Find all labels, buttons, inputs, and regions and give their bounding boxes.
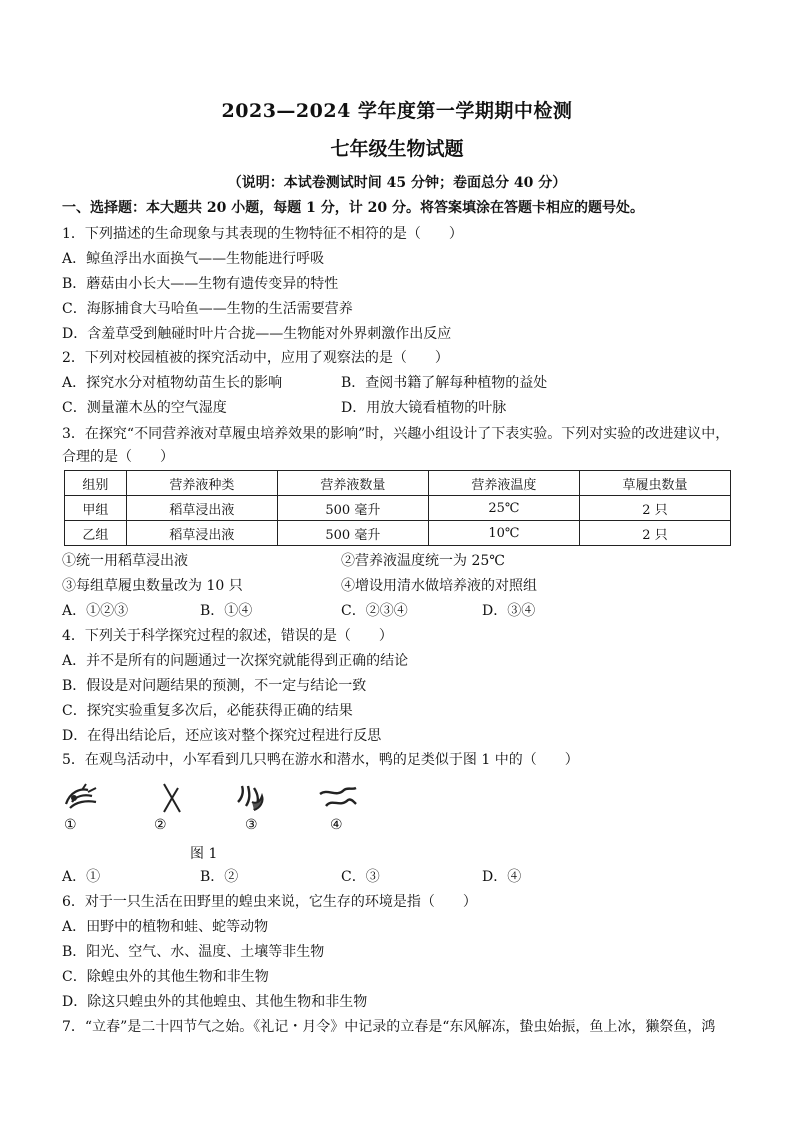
q2-option-d: D．用放大镜看植物的叶脉	[341, 400, 507, 416]
exam-title: 2023—2024 学年度第一学期期中检测	[221, 100, 573, 122]
bird-foot-3-icon	[232, 782, 272, 814]
q7-stem: 7．“立春”是二十四节气之始。《礼记・月令》中记录的立春是“东风解冻，蛰虫始振，鱼上冰，獭祭鱼，鸿	[62, 1019, 716, 1035]
q2-option-a: A．探究水分对植物幼苗生长的影响	[62, 375, 283, 391]
fig-label-2: ②	[154, 817, 167, 833]
q1-stem: 1．下列描述的生命现象与其表现的生物特征不相符的是（ ）	[62, 226, 463, 242]
fig-label-4: ④	[330, 817, 343, 833]
q3-suggestion-3: ③每组草履虫数量改为 10 只	[62, 578, 243, 594]
q3-option-b: B．①④	[200, 603, 253, 619]
exam-note: （说明：本试卷测试时间 45 分钟；卷面总分 40 分）	[227, 175, 567, 191]
q5-option-b: B．②	[200, 869, 239, 885]
table-cell: 乙组	[65, 521, 127, 546]
table-cell: 稻草浸出液	[126, 521, 277, 546]
q3-stem-line2: 合理的是（ ）	[62, 449, 174, 465]
q6-option-b: B．阳光、空气、水、温度、土壤等非生物	[62, 944, 325, 960]
q5-option-d: D．④	[482, 869, 522, 885]
q1-option-b: B．蘑菇由小长大——生物有遗传变异的特性	[62, 276, 339, 292]
table-header-row	[65, 471, 731, 496]
table-row	[65, 521, 731, 546]
q3-suggestion-4: ④增设用清水做培养液的对照组	[341, 578, 537, 594]
bird-foot-2-icon	[150, 782, 190, 814]
q2-option-c: C．测量灌木丛的空气湿度	[62, 400, 227, 416]
q3-option-a: A．①②③	[62, 603, 129, 619]
section-heading: 一、选择题：本大题共 20 小题，每题 1 分，计 20 分。将答案填涂在答题卡相应的题号处。	[62, 200, 644, 216]
exam-subtitle: 七年级生物试题	[330, 138, 464, 160]
table-header-cell: 组别	[65, 471, 127, 496]
q6-stem: 6．对于一只生活在田野里的蝗虫来说，它生存的环境是指（ ）	[62, 894, 477, 910]
table-row	[65, 496, 731, 521]
table-cell: 2 只	[579, 496, 730, 521]
table-cell: 25℃	[428, 496, 579, 521]
q5-option-a: A．①	[62, 869, 101, 885]
q5-stem: 5．在观鸟活动中，小军看到几只鸭在游水和潜水，鸭的足类似于图 1 中的（ ）	[62, 752, 579, 768]
q3-option-c: C．②③④	[341, 603, 408, 619]
q3-suggestion-1: ①统一用稻草浸出液	[62, 553, 188, 569]
q5-option-c: C．③	[341, 869, 380, 885]
bird-foot-1-icon	[62, 782, 102, 814]
q2-option-b: B．查阅书籍了解每种植物的益处	[341, 375, 548, 391]
q1-option-c: C．海豚捕食大马哈鱼——生物的生活需要营养	[62, 301, 353, 317]
table-header-cell: 草履虫数量	[579, 471, 730, 496]
table-cell: 10℃	[428, 521, 579, 546]
fig-label-1: ①	[64, 817, 77, 833]
q6-option-d: D．除这只蝗虫外的其他蝗虫、其他生物和非生物	[62, 994, 368, 1010]
table-header-cell: 营养液温度	[428, 471, 579, 496]
q4-option-d: D．在得出结论后，还应该对整个探究过程进行反思	[62, 728, 382, 744]
q4-stem: 4．下列关于科学探究过程的叙述，错误的是（ ）	[62, 628, 393, 644]
table-header-cell: 营养液种类	[126, 471, 277, 496]
bird-foot-4-icon	[318, 782, 358, 814]
q4-option-a: A．并不是所有的问题通过一次探究就能得到正确的结论	[62, 653, 409, 669]
table-cell: 500 毫升	[277, 521, 428, 546]
table-cell: 甲组	[65, 496, 127, 521]
q6-option-a: A．田野中的植物和蛙、蛇等动物	[62, 919, 269, 935]
q4-option-b: B．假设是对问题结果的预测，不一定与结论一致	[62, 678, 367, 694]
q3-suggestion-2: ②营养液温度统一为 25℃	[341, 553, 505, 569]
q3-option-d: D．③④	[482, 603, 536, 619]
table-cell: 2 只	[579, 521, 730, 546]
table-header-cell: 营养液数量	[277, 471, 428, 496]
q3-stem-line1: 3．在探究“不同营养液对草履虫培养效果的影响”时，兴趣小组设计了下表实验。下列对实验的改进建议中，	[62, 426, 730, 442]
q6-option-c: C．除蝗虫外的其他生物和非生物	[62, 969, 269, 985]
q1-option-d: D．含羞草受到触碰时叶片合拢——生物能对外界刺激作出反应	[62, 326, 452, 342]
table-cell: 稻草浸出液	[126, 496, 277, 521]
q4-option-c: C．探究实验重复多次后，必能获得正确的结果	[62, 703, 353, 719]
fig-label-3: ③	[245, 817, 258, 833]
table-cell: 500 毫升	[277, 496, 428, 521]
q1-option-a: A．鲸鱼浮出水面换气——生物能进行呼吸	[62, 251, 325, 267]
q2-stem: 2．下列对校园植被的探究活动中，应用了观察法的是（ ）	[62, 350, 449, 366]
experiment-table	[64, 470, 731, 546]
figure-caption: 图 1	[190, 846, 218, 862]
